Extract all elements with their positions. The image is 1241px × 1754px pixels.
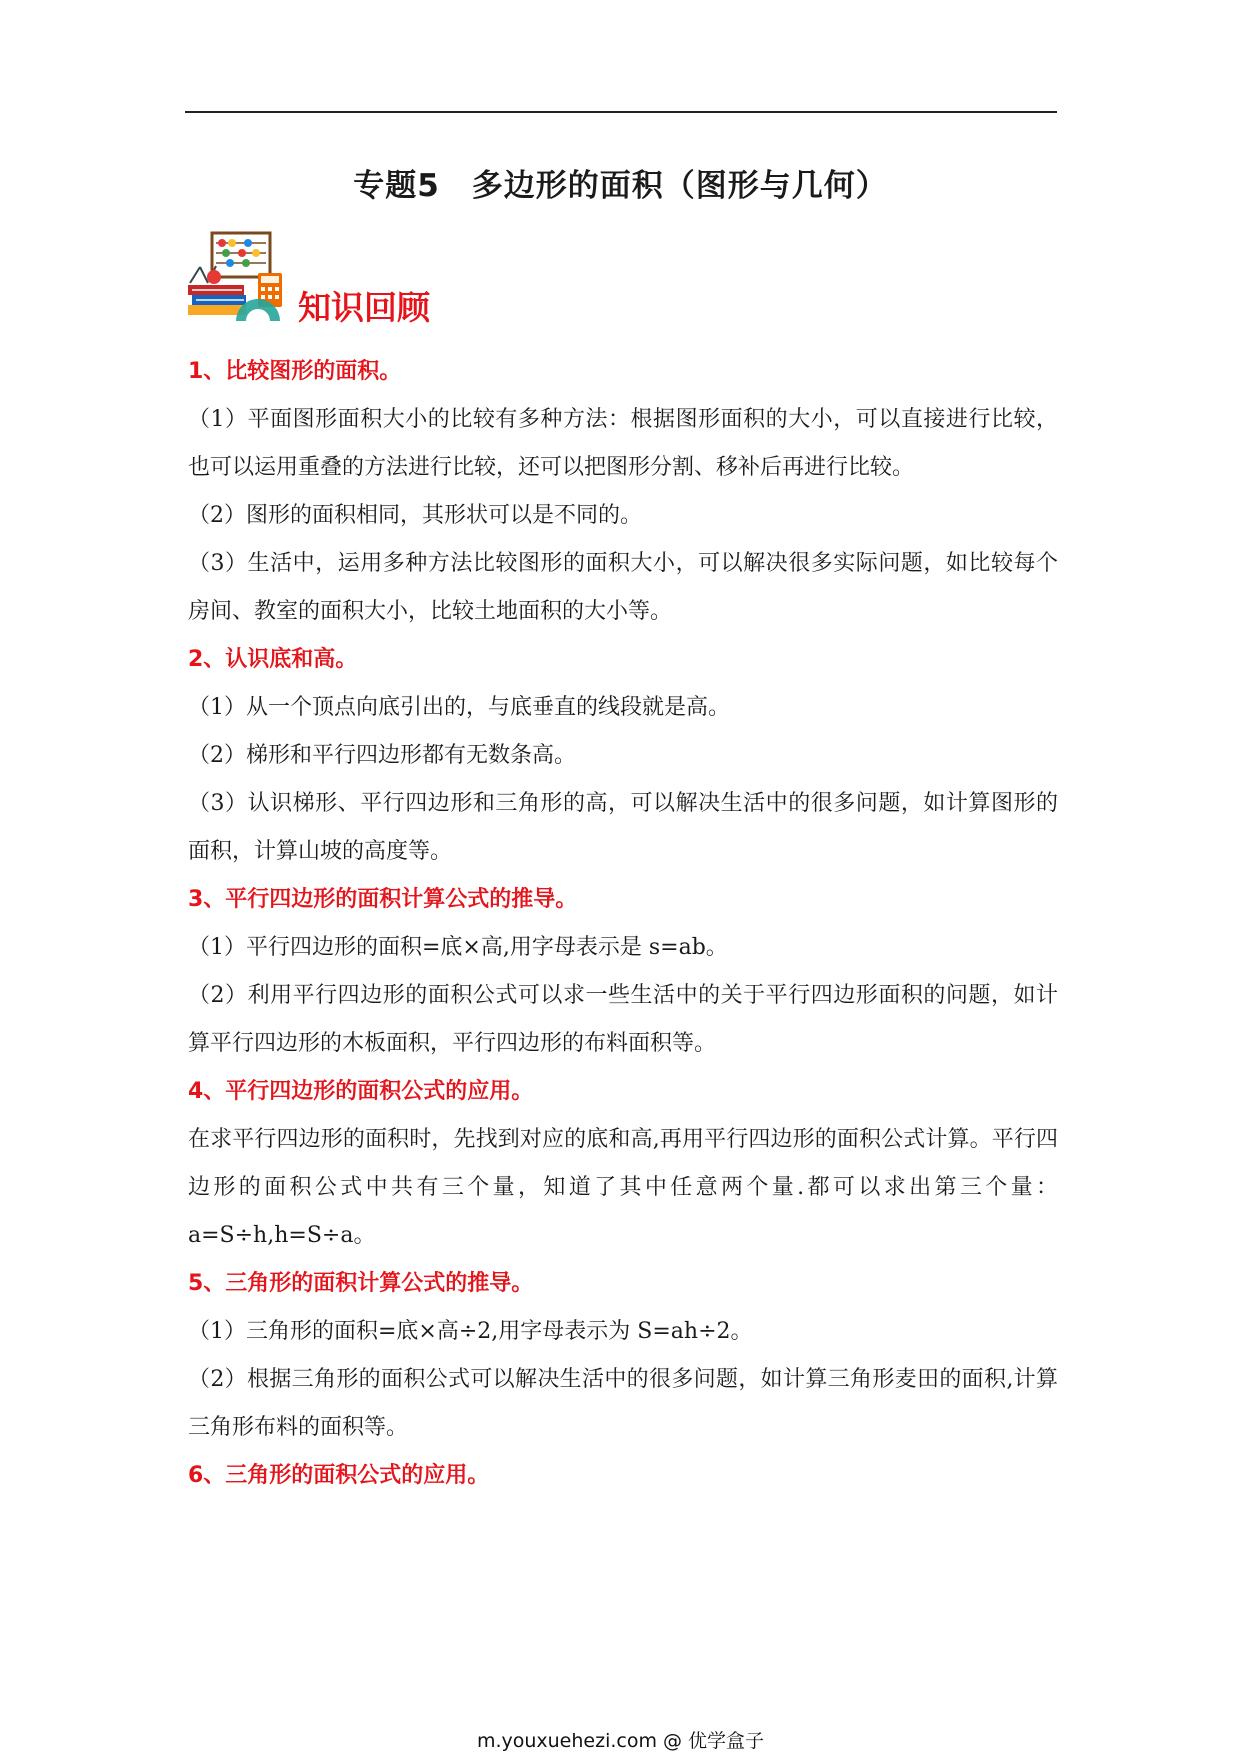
paragraph: （1）平面图形面积大小的比较有多种方法：根据图形面积的大小，可以直接进行比较，也可以运用重叠的方法进行比较，还可以把图形分割、移补后再进行比较。 — [188, 407, 1058, 480]
paragraph: （3）认识梯形、平行四边形和三角形的高，可以解决生活中的很多问题，如计算图形的面积，计算山坡的高度等。 — [188, 791, 1058, 864]
paragraph: 在求平行四边形的面积时，先找到对应的底和高,再用平行四边形的面积公式计算。平行四边形的面积公式中共有三个量，知道了其中任意两个量.都可以求出第三个量：a=S÷h,h=S÷a。 — [188, 1127, 1058, 1248]
section-heading: 2、认识底和高。 — [188, 647, 358, 672]
paragraph: （2）图形的面积相同，其形状可以是不同的。 — [188, 503, 642, 528]
paragraph: （2）梯形和平行四边形都有无数条高。 — [188, 743, 576, 768]
section-banner — [186, 227, 446, 337]
section-heading: 1、比较图形的面积。 — [188, 359, 402, 384]
section-heading: 4、平行四边形的面积公式的应用。 — [188, 1079, 534, 1104]
section-heading: 3、平行四边形的面积计算公式的推导。 — [188, 887, 578, 912]
section-heading: 5、三角形的面积计算公式的推导。 — [188, 1271, 534, 1296]
section-label: 知识回顾 — [298, 288, 430, 327]
knowledge-review-content — [188, 348, 1058, 1500]
paragraph: （1）三角形的面积=底×高÷2,用字母表示为 S=ah÷2。 — [188, 1319, 753, 1344]
section-heading: 6、三角形的面积公式的应用。 — [188, 1463, 490, 1488]
page-title: 专题5 多边形的面积（图形与几何） — [353, 168, 888, 204]
paragraph: （3）生活中，运用多种方法比较图形的面积大小，可以解决很多实际问题，如比较每个房间、教室的面积大小，比较土地面积的大小等。 — [188, 551, 1058, 624]
paragraph: （2）利用平行四边形的面积公式可以求一些生活中的关于平行四边形面积的问题，如计算平行四边形的木板面积，平行四边形的布料面积等。 — [188, 983, 1058, 1056]
header-rule — [185, 111, 1057, 113]
math-tools-icon — [186, 227, 286, 323]
paragraph: （1）从一个顶点向底引出的，与底垂直的线段就是高。 — [188, 695, 730, 720]
paragraph: （1）平行四边形的面积=底×高,用字母表示是 s=ab。 — [188, 935, 728, 960]
footer-watermark: m.youxuehezi.com @ 优学盒子 — [476, 1730, 765, 1752]
paragraph: （2）根据三角形的面积公式可以解决生活中的很多问题，如计算三角形麦田的面积,计算三角形布料的面积等。 — [188, 1367, 1058, 1440]
